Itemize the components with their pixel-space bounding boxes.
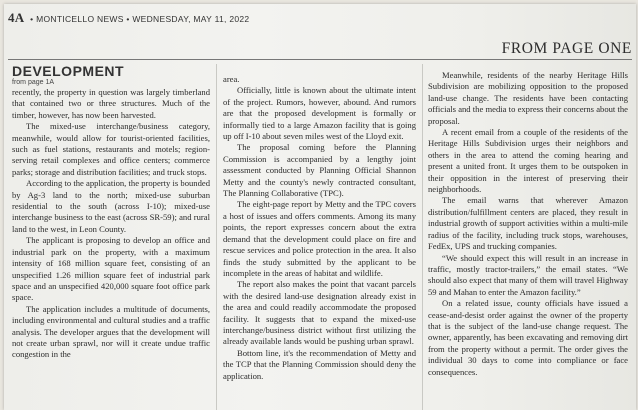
paragraph: The report also makes the point that vacant parcels with the desired land-use designation already exist in the area and could readily accommodate the proposed facility. It suggests that to expand the mixed-use interchange/business district without first utilizing the already available lands would be pushing urban sprawl. [223,279,416,347]
article-column-2 [223,74,416,382]
paragraph: On a related issue, county officials have issued a cease-and-desist order against the owner of the property that is the subject of the land-use change request. The owner, apparently, has been excavating and removing dirt from the property without a permit. The order gives the individual 30 days to come into compliance or face consequences. [428,298,628,377]
paragraph: Officially, little is known about the ultimate intent of the project. Rumors, however, abound. And rumors are that the proposed development is formally or informally tied to a large Amazon facility that is going up off I-10 about seven miles west of the Lloyd exit. [223,85,416,142]
page-header [4,4,636,57]
section-banner: FROM PAGE ONE [501,40,632,57]
jump-line: from page 1A [12,79,55,86]
paragraph: The eight-page report by Metty and the TPC covers a host of issues and offers comments. Among its many points, the report expresses concern about the extra demand that the development could place on fire and rescue services and police protection in the area. It also finds the study submitted by the applicant to be incomplete in the areas of habitat and wildlife. [223,199,416,278]
header-rule [8,59,632,60]
paragraph: The mixed-use interchange/business category, meanwhile, would allow for tourist-oriented facilities, such as fuel stations, restaurants and motels; region-serving retail complexes and office centers; commerce parks; storage and distribution facilities; and truck stops. [12,121,210,177]
folio-line [8,10,249,26]
article-column-1 [12,64,210,361]
paragraph: Meanwhile, residents of the nearby Heritage Hills Subdivision are mobilizing opposition to the proposed land-use change. The residents have been contacting officials and the media to express their concerns about the proposal. [428,70,628,126]
paragraph: The email warns that wherever Amazon distribution/fulfillment centers are placed, they result in industrial growth of support activities within a multi-mile radius of the facility, including truck stops, warehouses, FedEx, UPS and trucking companies. [428,195,628,252]
paragraph: According to the application, the property is bounded by Ag-3 land to the north; mixed-use suburban residential to the south (across I-10); mixed-use interchange business to the east (across SR-59); and rural land to the west, in Leon County. [12,178,210,234]
paragraph: The proposal coming before the Planning Commission is accompanied by a lengthy joint assessment conducted by Planning Official Shannon Metty and the county's newly contracted consultant, The Planning Collaborative (TPC). [223,142,416,199]
paragraph: The applicant is proposing to develop an office and industrial park on the property, with a maximum intensity of 168 million square feet, consisting of an unspecified 1.26 million square feet of industrial park space and an unspecified 420,000 square foot office park space. [12,235,210,303]
paragraph: Bottom line, it's the recommendation of Metty and the TCP that the Planning Commission should deny the application. [223,347,416,381]
page-number: 4A [8,10,25,25]
paragraph: “We should expect this will result in an increase in traffic, mostly tractor-trailers,” the email states. “We should also expect that many of them will travel Highway 59 and Mahan to enter the Amazon facility.” [428,252,628,297]
column-divider [422,64,423,410]
paragraph: area. [223,74,240,84]
article-column-3 [428,70,628,378]
paragraph: A recent email from a couple of the residents of the Heritage Hills Subdivision urges their neighbors and others in the area to attend the coming hearing and present a united front. It urges them to be outspoken in their opposition in the interest of preserving their neighborhoods. [428,127,628,195]
paragraph: recently, the property in question was largely timberland that contained two or three structures. Much of the timber, however, has now been harvested. [12,87,210,120]
column-divider [216,64,217,410]
section-title: DEVELOPMENT [12,63,125,79]
folio-text: • MONTICELLO NEWS • WEDNESDAY, MAY 11, 2022 [30,14,250,24]
paragraph: The application includes a multitude of documents, including environmental and cultural studies and a traffic analysis. The developer argues that the development will not create urban sprawl, nor will it create undue traffic congestion in the [12,303,210,360]
newspaper-page [4,4,636,410]
